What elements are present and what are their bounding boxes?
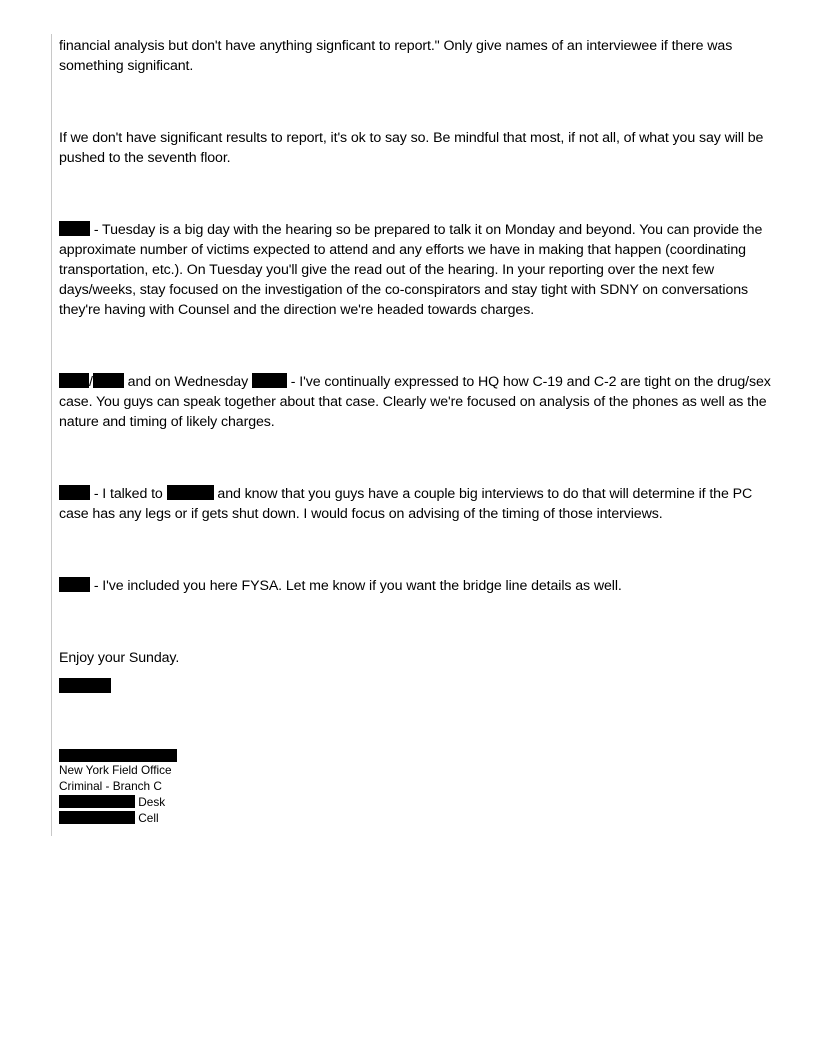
- paragraph-3: [59, 220, 777, 320]
- paragraph-2: [59, 128, 777, 168]
- paragraph-5: [59, 484, 777, 524]
- signature-desk: [59, 794, 777, 810]
- redaction-box: [59, 577, 90, 592]
- paragraph-2-text: If we don't have significant results to report, it's ok to say so. Be mindful that most, if not all, of what you say will be pushed to the seventh floor.: [59, 130, 764, 166]
- signature-block: [59, 749, 777, 826]
- redaction-box: [59, 678, 111, 693]
- signature-office: New York Field Office: [59, 763, 172, 777]
- redaction-box: [59, 811, 135, 824]
- cell-label: Cell: [135, 811, 159, 825]
- paragraph-3-text: - Tuesday is a big day with the hearing so be prepared to talk it on Monday and beyond. You can provide the approximate number of victims expected to attend and any efforts we have in making that happen (coordinating transportation, etc.). On Tuesday you'll give the read out of the hearing. In your reporting over the next few days/weeks, stay focused on the investigation of the co-conspirators and stay tight with SDNY on conversations they're having with Counsel and the direction we're headed towards charges.: [59, 222, 763, 318]
- paragraph-1: [59, 36, 777, 76]
- paragraph-1-text: financial analysis but don't have anything signficant to report." Only give names of an interviewee if there was something significant.: [59, 38, 733, 74]
- redaction-box: [252, 373, 287, 388]
- paragraph-5-text-a: - I talked to: [90, 486, 167, 502]
- paragraph-5-text-b: and know that you guys have a couple big interviews to do that will determine if the PC case has any legs or if gets shut down. I would focus on advising of the timing of those interviews.: [59, 486, 753, 522]
- separator-slash: /: [89, 374, 93, 390]
- email-body: [59, 36, 777, 826]
- paragraph-6-text: - I've included you here FYSA. Let me know if you want the bridge line details as well.: [90, 578, 622, 594]
- redaction-box: [59, 373, 89, 388]
- signature-cell: [59, 810, 777, 826]
- paragraph-4-text: - I've continually expressed to HQ how C-19 and C-2 are tight on the drug/sex case. You guys can speak together about that case. Clearly we're focused on analysis of the phones as well as the nature and timing of likely charges.: [59, 374, 771, 430]
- closing-text: Enjoy your Sunday.: [59, 650, 180, 666]
- redaction-box: [93, 373, 124, 388]
- paragraph-4-mid-text: and on Wednesday: [123, 374, 252, 390]
- signature-branch: Criminal - Branch C: [59, 779, 162, 793]
- paragraph-6: [59, 576, 777, 596]
- quote-border: [51, 34, 52, 836]
- closing-line: [59, 648, 777, 668]
- redaction-box: [167, 485, 214, 500]
- redaction-box: [59, 795, 135, 808]
- desk-label: Desk: [135, 795, 166, 809]
- redaction-box: [59, 749, 177, 762]
- redaction-box: [59, 485, 90, 500]
- redaction-box: [59, 221, 90, 236]
- sender-name-redacted: [59, 678, 777, 693]
- paragraph-4: [59, 372, 777, 432]
